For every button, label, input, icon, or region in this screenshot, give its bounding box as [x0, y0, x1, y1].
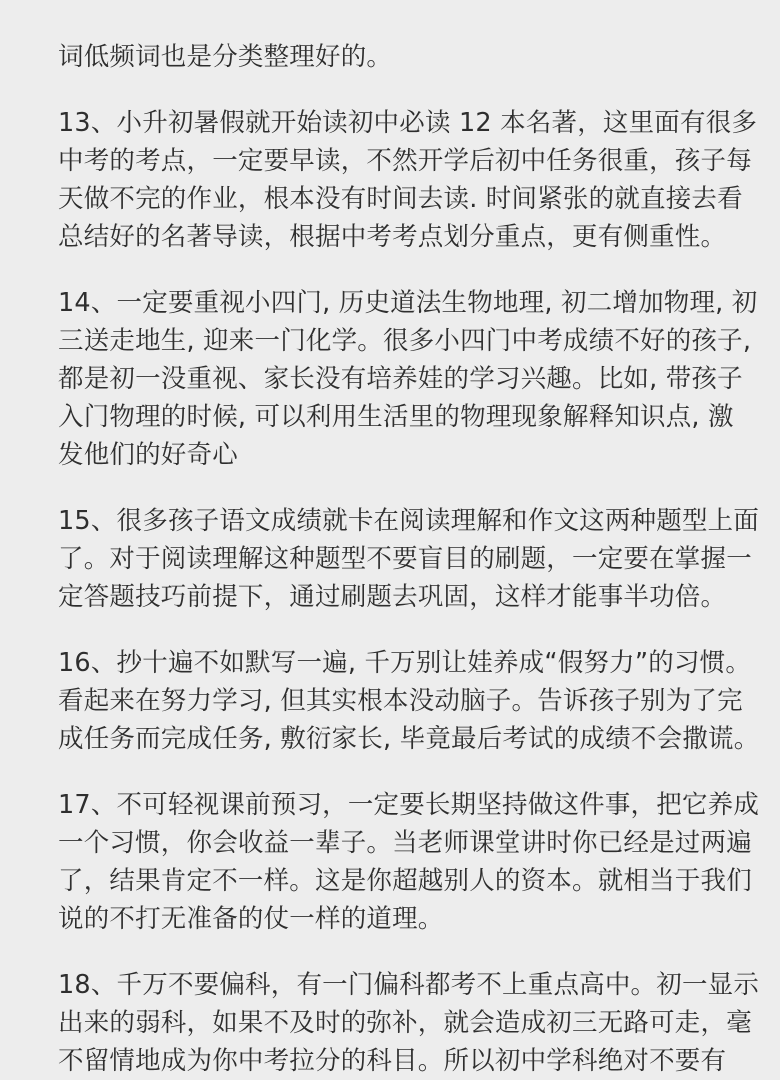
text-line: 了，结果肯定不一样。这是你超越别人的资本。就相当于我们 [58, 866, 752, 896]
text-line: 词低频词也是分类整理好的。 [58, 42, 393, 72]
text-line: 一个习惯，你会收益一辈子。当老师课堂讲时你已经是过两遍 [58, 828, 752, 858]
text-line: 看起来在努力学习, 但其实根本没动脑子。告诉孩子别为了完 [58, 686, 743, 716]
text-line: 总结好的名著导读，根据中考考点划分重点，更有侧重性。 [58, 222, 727, 252]
text-line: 16、抄十遍不如默写一遍, 千万别让娃养成“假努力”的习惯。 [58, 648, 752, 678]
paragraph-16 [58, 644, 760, 758]
text-line: 三送走地生, 迎来一门化学。很多小四门中考成绩不好的孩子, [58, 326, 752, 356]
text-line: 中考的考点，一定要早读，不然开学后初中任务很重，孩子每 [58, 146, 752, 176]
text-line: 17、不可轻视课前预习，一定要长期坚持做这件事，把它养成 [58, 790, 760, 820]
text-line: 出来的弱科，如果不及时的弥补，就会造成初三无路可走，毫 [58, 1008, 752, 1038]
text-line: 入门物理的时候, 可以利用生活里的物理现象解释知识点, 激 [58, 402, 734, 432]
text-line: 说的不打无准备的仗一样的道理。 [58, 904, 444, 934]
text-line: 了。对于阅读理解这种题型不要盲目的刷题，一定要在掌握一 [58, 544, 752, 574]
text-line: 发他们的好奇心 [58, 440, 238, 470]
paragraph-13 [58, 104, 758, 256]
paragraph-18 [58, 966, 760, 1080]
paragraph-intro [58, 38, 724, 76]
text-line: 13、小升初暑假就开始读初中必读 12 本名著，这里面有很多 [58, 108, 758, 138]
paragraph-14 [58, 284, 758, 474]
paragraph-15 [58, 502, 760, 616]
text-line: 定答题技巧前提下，通过刷题去巩固，这样才能事半功倍。 [58, 582, 727, 612]
text-line: 都是初一没重视、家长没有培养娃的学习兴趣。比如, 带孩子 [58, 364, 743, 394]
text-line: 天做不完的作业，根本没有时间去读. 时间紧张的就直接去看 [58, 184, 743, 214]
text-line: 18、千万不要偏科，有一门偏科都考不上重点高中。初一显示 [58, 970, 760, 1000]
text-line: 15、很多孩子语文成绩就卡在阅读理解和作文这两种题型上面 [58, 506, 760, 536]
text-line: 成任务而完成任务, 敷衍家长, 毕竟最后考试的成绩不会撒谎。 [58, 724, 760, 754]
text-line: 14、一定要重视小四门, 历史道法生物地理, 初二增加物理, 初 [58, 288, 758, 318]
paragraph-17 [58, 786, 760, 938]
text-line: 不留情地成为你中考拉分的科目。所以初中学科绝对不要有 [58, 1046, 727, 1076]
